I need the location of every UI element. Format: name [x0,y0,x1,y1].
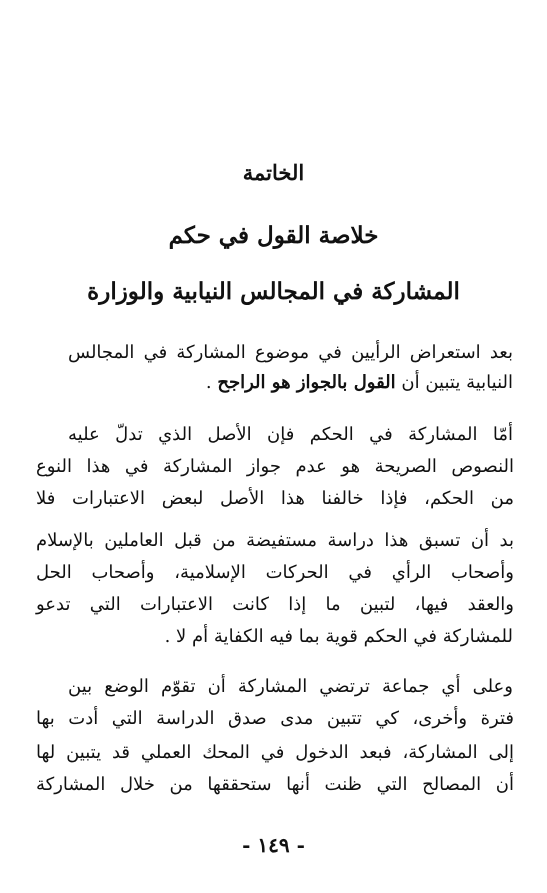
chapter-title-line-2: المشاركة في المجالس النيابية والوزارة [87,278,460,305]
paragraph-1-conclusion: القول بالجواز هو الراجح [217,372,396,393]
paragraph-1-line-2-text: النيابية يتبين أن [395,372,513,393]
paragraph-2-line-4: بد أن تسبق هذا دراسة مستفيضة من قبل العاملين بالإسلام [36,530,514,551]
paragraph-1-line-2 [206,368,513,398]
paragraph-2-line-6: والعقد فيها، لتبين ما إذا كانت الاعتبارات التي تدعو [36,594,514,615]
paragraph-2-line-5: وأصحاب الرأي في الحركات الإسلامية، وأصحاب الحل [36,562,514,583]
paragraph-3-line-2: فترة وأخرى، كي تتبين مدى صدق الدراسة التي أدت بها [36,708,514,729]
paragraph-1-line-1: بعد استعراض الرأيين في موضوع المشاركة في المجالس [68,342,513,363]
paragraph-3-line-4: أن المصالح التي ظنت أنها ستحققها من خلال المشاركة [36,774,514,795]
paragraph-3-line-3: إلى المشاركة، فبعد الدخول في المحك العملي قد يتبين لها [36,742,514,763]
page-number: - ١٤٩ - [242,833,305,857]
paragraph-2-line-2: النصوص الصريحة هو عدم جواز المشاركة في هذا النوع [36,456,514,477]
section-title: الخاتمة [242,160,305,185]
chapter-title-line-1: خلاصة القول في حكم [168,222,379,249]
paragraph-2-line-7: للمشاركة في الحكم قوية بما فيه الكفاية أم لا . [164,626,513,647]
paragraph-2-line-3: من الحكم، فإذا خالفنا هذا الأصل لبعض الاعتبارات فلا [36,488,514,509]
paragraph-2-line-1: أمّا المشاركة في الحكم فإن الأصل الذي تدلّ عليه [68,424,513,445]
paragraph-1-line-2-end: . [205,372,218,393]
paragraph-3-line-1: وعلى أي جماعة ترتضي المشاركة أن تقوّم الوضع بين [68,676,513,697]
